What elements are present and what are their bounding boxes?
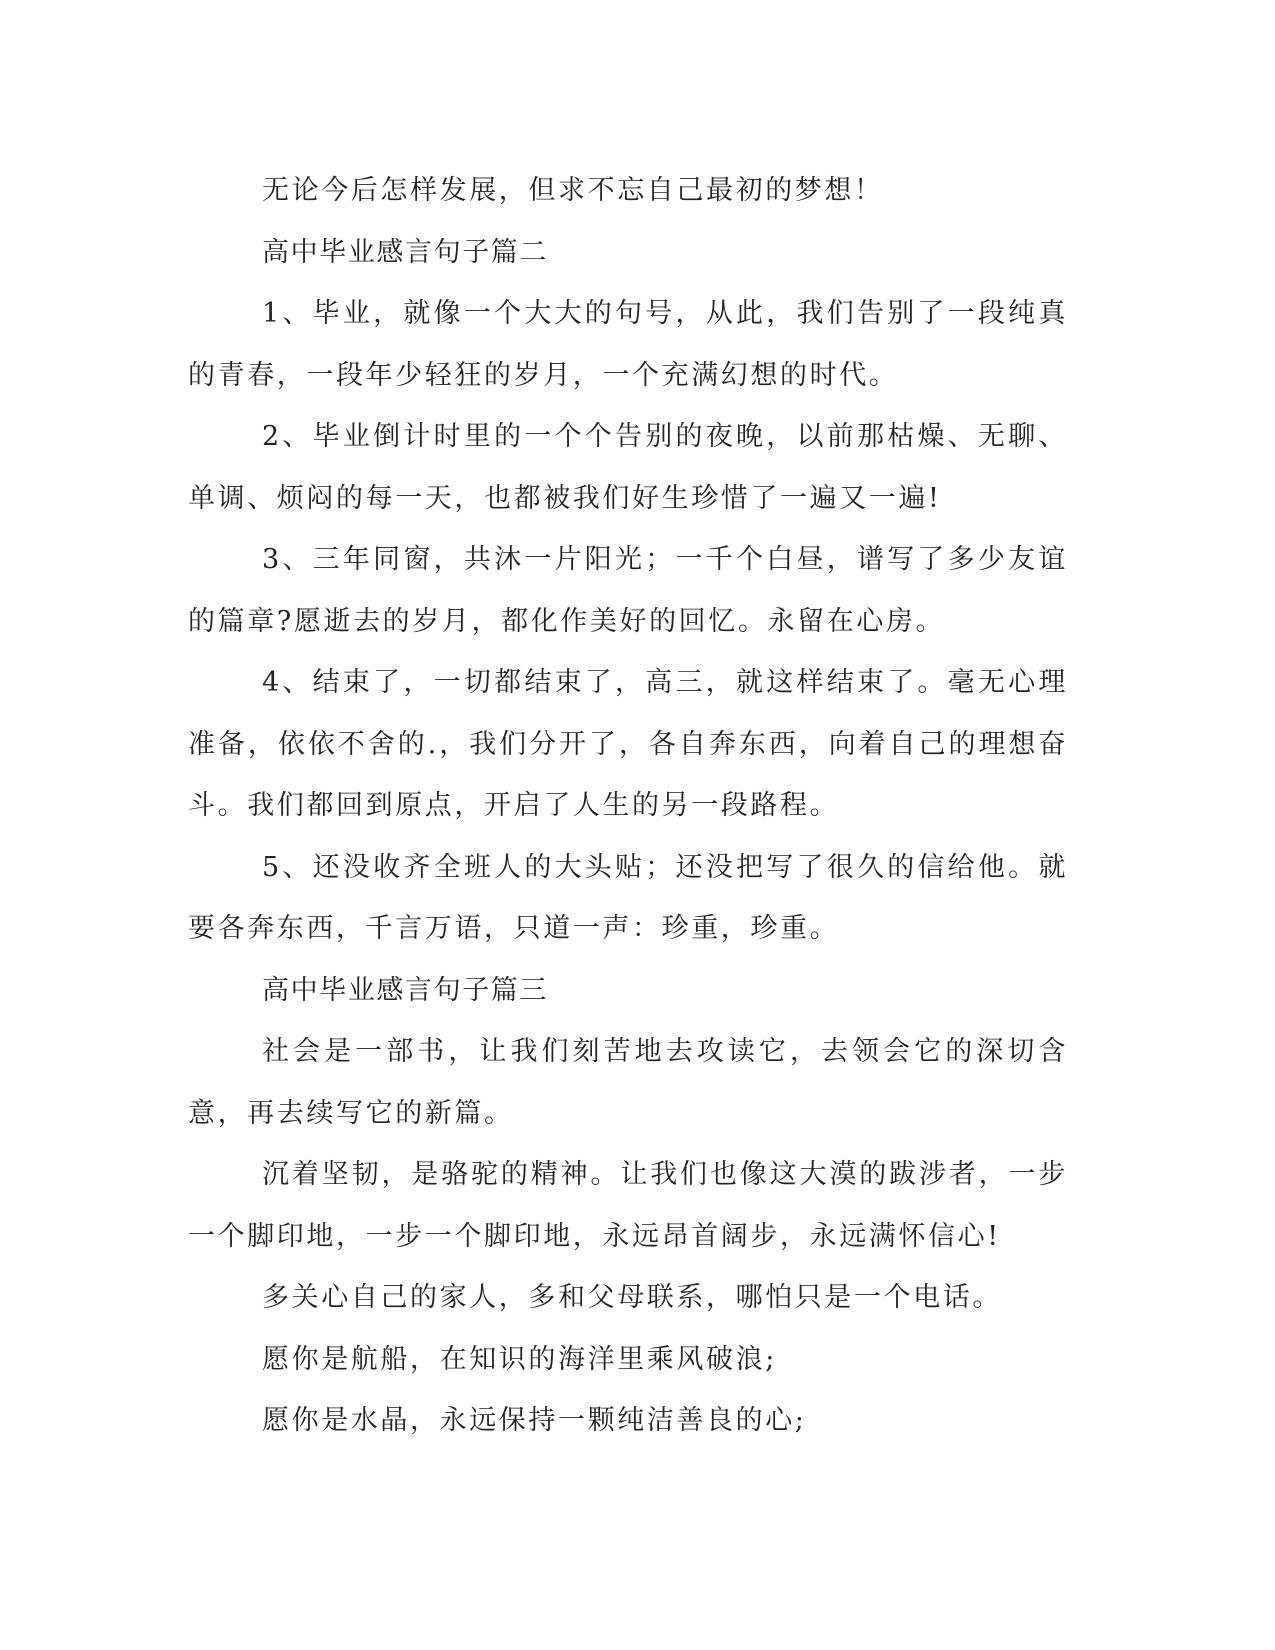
paragraph: 愿你是水晶，永远保持一颗纯洁善良的心; [262,1405,807,1436]
paragraph: 5、还没收齐全班人的大头贴；还没把写了很久的信给他。就要各奔东西，千言万语，只道一声：珍重，珍重。 [188,851,1068,944]
paragraph: 无论今后怎样发展，但求不忘自己最初的梦想！ [262,175,884,206]
paragraph: 1、毕业，就像一个大大的句号，从此，我们告别了一段纯真的青春，一段年少轻狂的岁月，一个充满幻想的时代。 [188,298,1068,391]
paragraph: 愿你是航船，在知识的海洋里乘风破浪; [262,1343,777,1375]
paragraph: 2、毕业倒计时里的一个个告别的夜晚，以前那枯燥、无聊、单调、烦闷的每一天，也都被我们好生珍惜了一遍又一遍! [188,421,1068,514]
document-body [188,160,1068,1452]
paragraph: 4、结束了，一切都结束了，高三，就这样结束了。毫无心理准备，依依不舍的.，我们分开了，各自奔东西，向着自己的理想奋斗。我们都回到原点，开启了人生的另一段路程。 [188,667,1068,821]
paragraph: 多关心自己的家人，多和父母联系，哪怕只是一个电话。 [262,1282,1002,1313]
paragraph: 3、三年同窗，共沐一片阳光；一千个白昼，谱写了多少友谊的篇章?愿逝去的岁月，都化作美好的回忆。永留在心房。 [188,544,1068,637]
paragraph: 社会是一部书，让我们刻苦地去攻读它，去领会它的深切含意，再去续写它的新篇。 [188,1036,1068,1129]
paragraph: 沉着坚韧，是骆驼的精神。让我们也像这大漠的跋涉者，一步一个脚印地，一步一个脚印地，永远昂首阔步，永远满怀信心! [188,1159,1068,1252]
section-heading: 高中毕业感言句子篇二 [262,236,548,268]
section-heading: 高中毕业感言句子篇三 [262,974,548,1006]
